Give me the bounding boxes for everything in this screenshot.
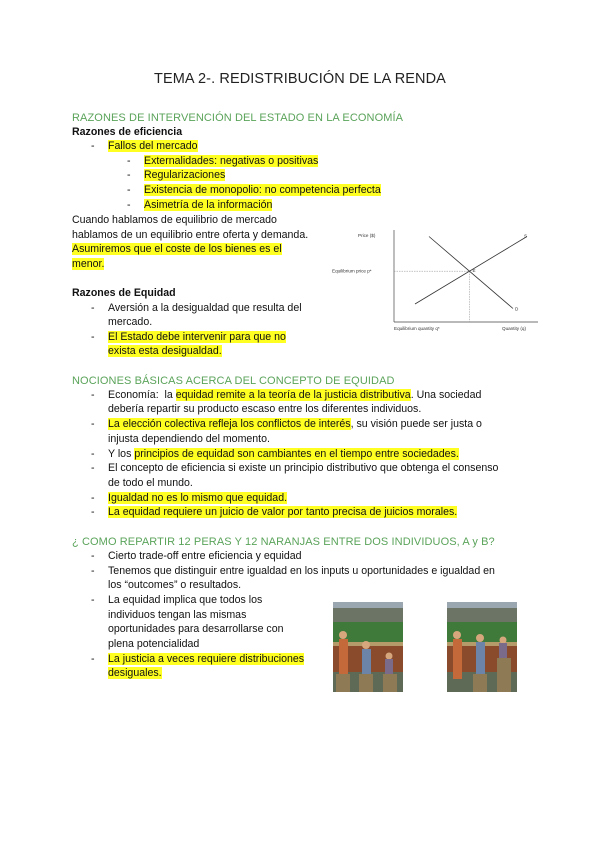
list-item: de todo el mundo.: [108, 477, 193, 489]
equality-illustration: [333, 602, 403, 692]
bullet-dash: -: [91, 302, 95, 314]
supply-label: S: [524, 233, 528, 239]
y-axis-label: Price ($): [358, 233, 376, 238]
text: , su visión puede ser justa o: [350, 418, 482, 430]
list-item: La equidad implica que todos los: [108, 594, 263, 606]
subheading-eficiencia: Razones de eficiencia: [72, 126, 183, 138]
list-item: El concepto de eficiencia si existe un principio distributivo que obtenga el consenso: [108, 462, 499, 474]
x-axis-label: Quantity (q): [502, 326, 526, 331]
bullet-dash: -: [91, 331, 95, 343]
list-item: oportunidades para desarrollarse con: [108, 623, 284, 635]
list-item: Regularizaciones: [144, 169, 226, 181]
text-highlight: equidad remite a la teoría de la justicia distributiva: [175, 389, 411, 401]
list-item: Asimetría de la información: [144, 199, 273, 211]
text: . Una sociedad: [410, 389, 482, 401]
supply-line: [415, 237, 527, 305]
paragraph-line-highlight: menor.: [72, 258, 105, 270]
list-item: individuos tengan las mismas: [108, 609, 247, 621]
bullet-dash: -: [127, 184, 131, 196]
text: Economía: la: [108, 389, 176, 401]
bullet-dash: -: [91, 389, 95, 401]
bullet-dash: -: [91, 418, 95, 430]
bullet-dash: -: [91, 594, 95, 606]
paragraph-line-highlight: Asumiremos que el coste de los bienes es el: [72, 243, 282, 255]
subheading-equidad: Razones de Equidad: [72, 287, 176, 299]
text: Y los: [108, 448, 135, 460]
text-highlight: Igualdad no es lo mismo que equidad.: [108, 492, 288, 504]
demand-label: D: [515, 306, 519, 312]
list-item: Existencia de monopolio: no competencia perfecta: [144, 184, 381, 196]
list-item: debería repartir su producto escaso entre los diferentes individuos.: [108, 403, 422, 415]
bullet-dash: -: [91, 492, 95, 504]
equilibrium-point-label: E: [472, 268, 476, 274]
list-item-highlight: exista esta desigualdad.: [108, 345, 222, 357]
supply-demand-chart: [332, 226, 540, 338]
equity-illustration: [447, 602, 517, 692]
bullet-dash: -: [91, 462, 95, 474]
section-heading-repartir: ¿ COMO REPARTIR 12 PERAS Y 12 NARANJAS ENTRE DOS INDIVIDUOS, A y B?: [72, 536, 495, 548]
page-title: TEMA 2-. REDISTRIBUCIÓN DE LA RENDA: [154, 71, 446, 87]
bullet-dash: -: [91, 550, 95, 562]
list-item: Aversión a la desigualdad que resulta del: [108, 302, 302, 314]
bullet-dash: -: [127, 169, 131, 181]
bullet-dash: -: [127, 199, 131, 211]
list-item: injusta dependiendo del momento.: [108, 433, 270, 445]
list-item: Cierto trade-off entre eficiencia y equidad: [108, 550, 302, 562]
list-item: Externalidades: negativas o positivas: [144, 155, 319, 167]
text-highlight: desiguales.: [108, 667, 162, 679]
paragraph-line: Cuando hablamos de equilibrio de mercado: [72, 214, 277, 226]
list-item: plena potencialidad: [108, 638, 200, 650]
demand-line: [429, 237, 513, 309]
bullet-dash: -: [91, 140, 95, 152]
bullet-dash: -: [91, 506, 95, 518]
list-item: Tenemos que distinguir entre igualdad en los inputs u oportunidades e igualdad en: [108, 565, 495, 577]
bullet-dash: -: [91, 565, 95, 577]
bullet-dash: -: [91, 653, 95, 665]
section-heading-intervencion: RAZONES DE INTERVENCIÓN DEL ESTADO EN LA ECONOMÍA: [72, 112, 404, 124]
eq-price-label: Equilibrium price p*: [332, 268, 372, 274]
text-highlight: La elección colectiva refleja los conflictos de interés: [108, 418, 351, 430]
list-item: los “outcomes” o resultados.: [108, 579, 242, 591]
list-item-highlight: El Estado debe intervenir para que no: [108, 331, 286, 343]
eq-qty-label: Equilibrium quantity q*: [394, 326, 440, 331]
section-heading-nociones: NOCIONES BÁSICAS ACERCA DEL CONCEPTO DE EQUIDAD: [72, 375, 395, 387]
bullet-dash: -: [127, 155, 131, 167]
list-item: mercado.: [108, 316, 153, 328]
text-highlight: La equidad requiere un juicio de valor por tanto precisa de juicios morales.: [108, 506, 458, 518]
list-item-fallos: Fallos del mercado: [108, 140, 198, 152]
text-highlight: principios de equidad son cambiantes en el tiempo entre sociedades.: [134, 448, 459, 460]
paragraph-line: hablamos de un equilibrio entre oferta y demanda.: [72, 229, 309, 241]
text-highlight: La justicia a veces requiere distribuciones: [108, 653, 305, 665]
bullet-dash: -: [91, 448, 95, 460]
